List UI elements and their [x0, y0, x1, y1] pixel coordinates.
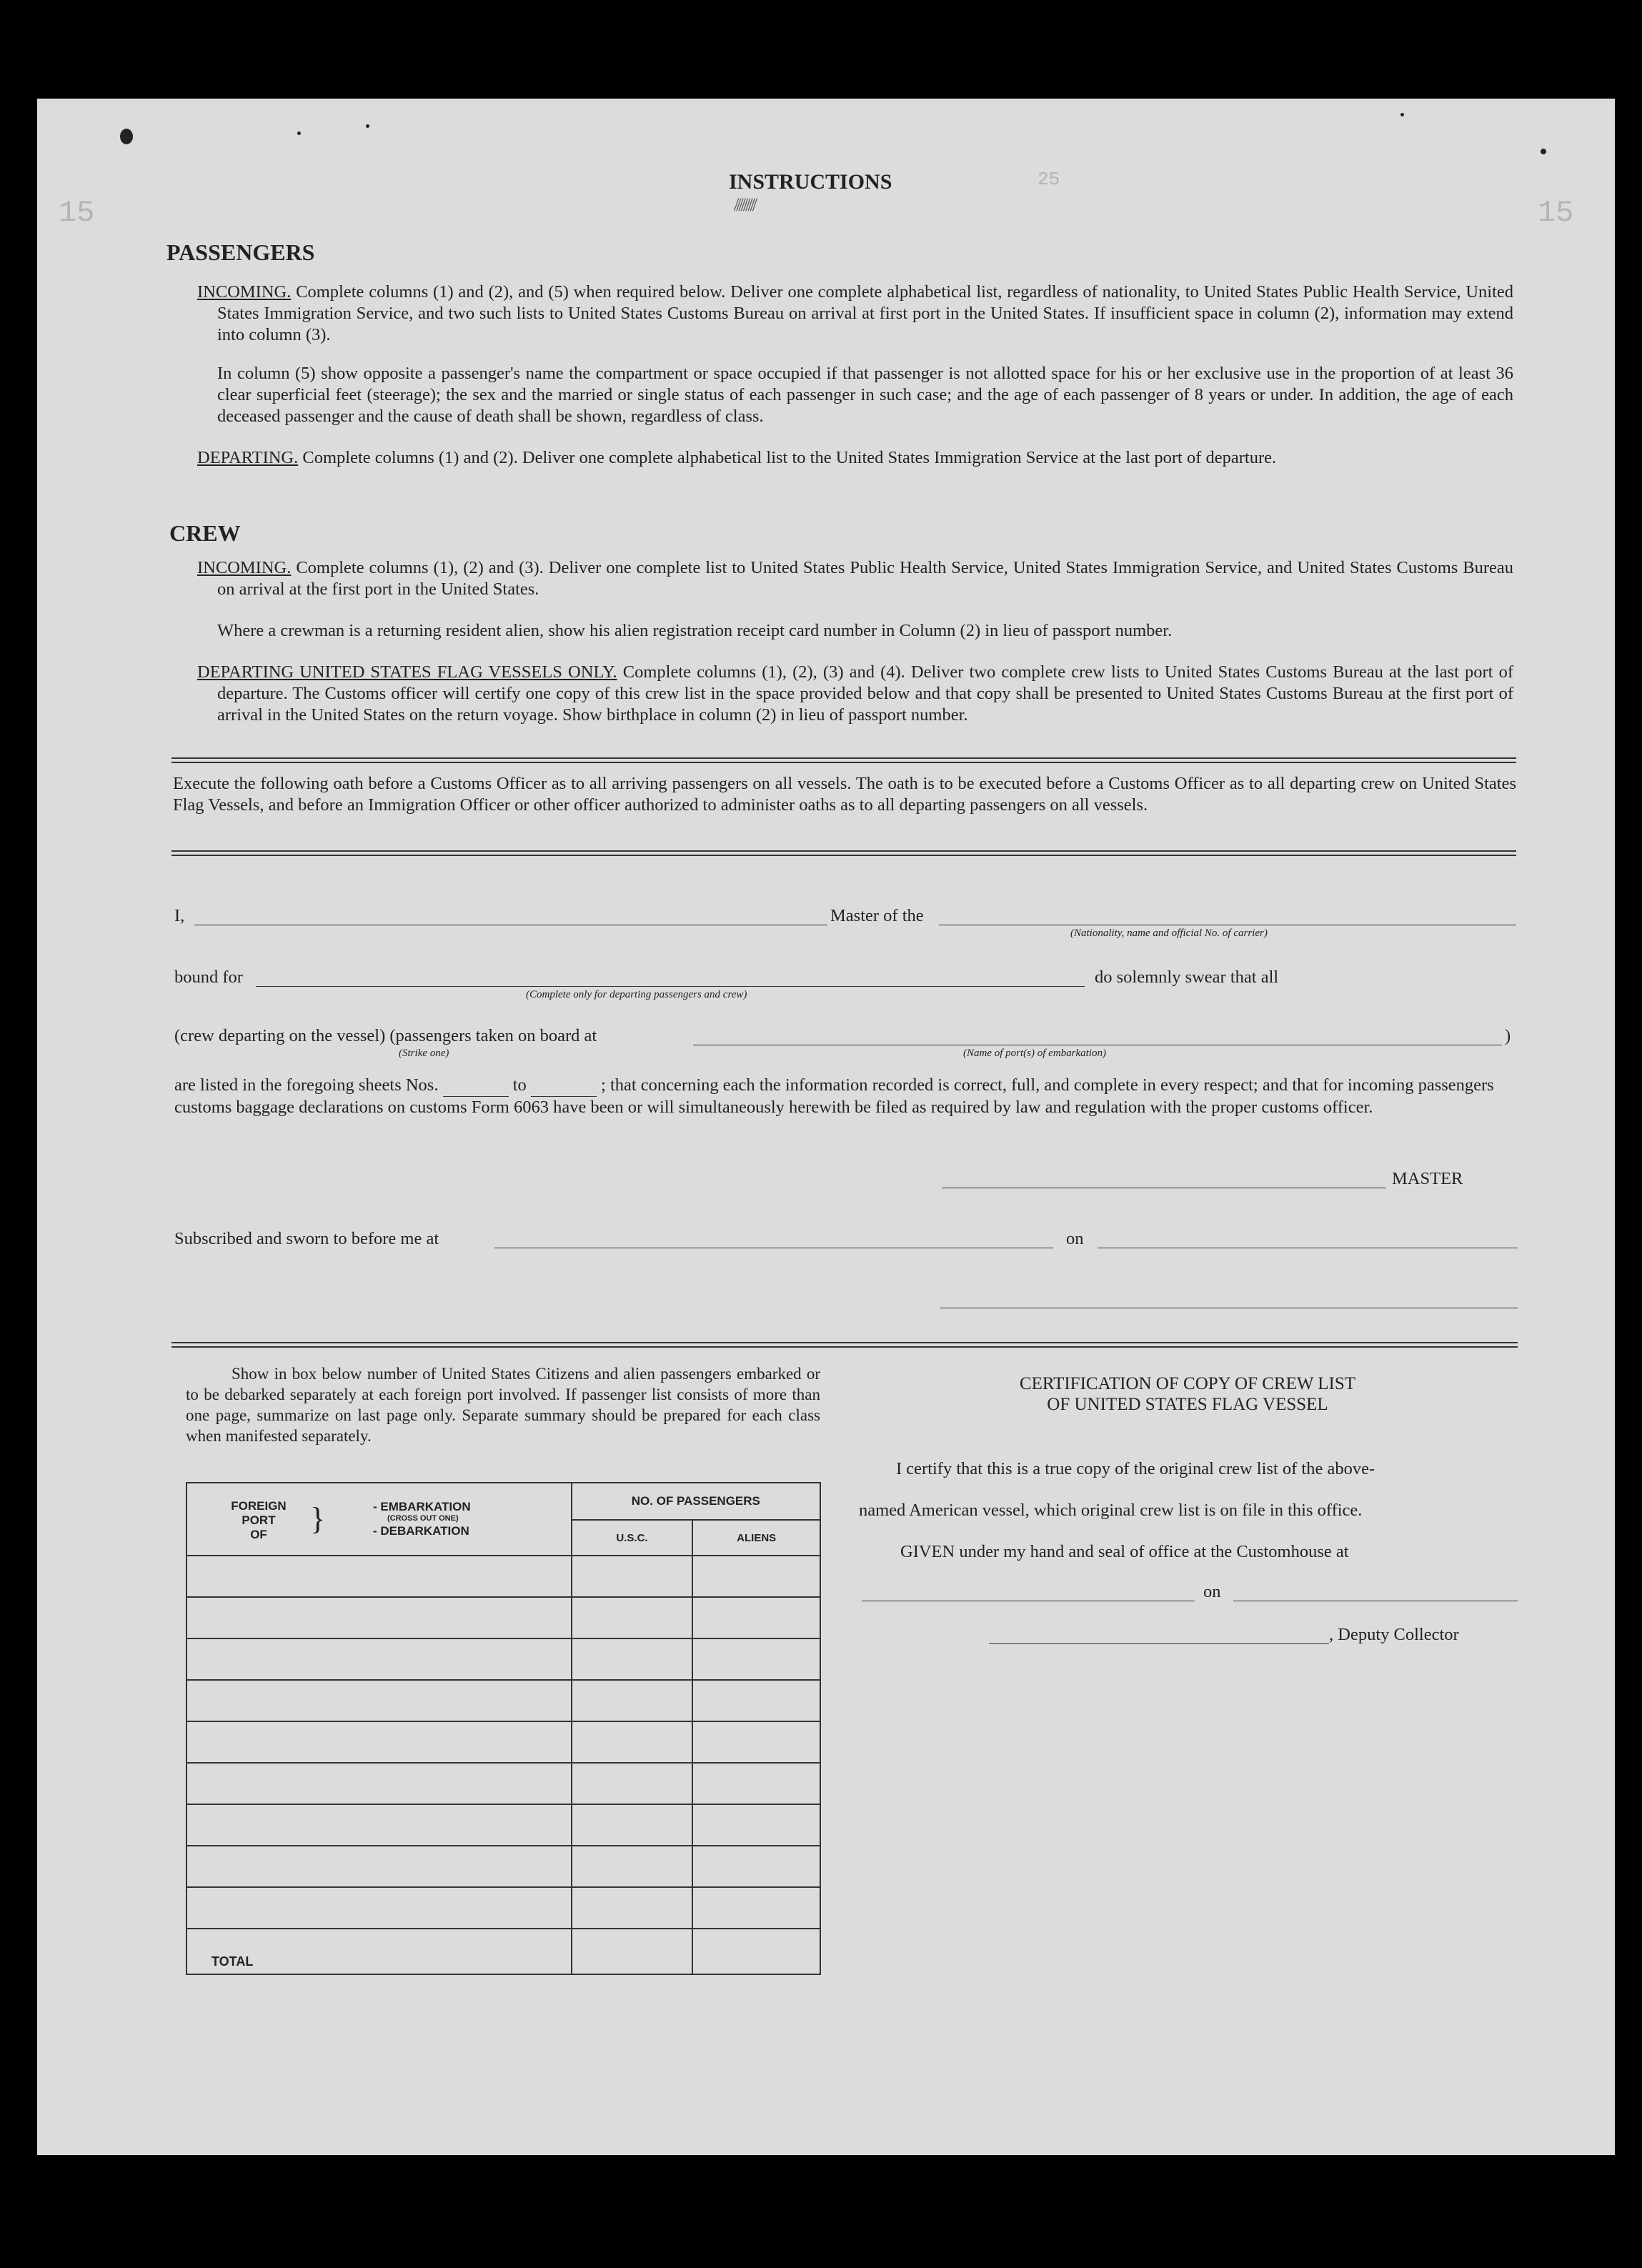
table-row: [186, 1846, 820, 1887]
sheet-from-field[interactable]: [443, 1075, 509, 1097]
ink-speck: [1541, 149, 1546, 154]
crew-incoming-text: Complete columns (1), (2) and (3). Deliver one complete list to United States Public Health Service, United States Immigration Service, and United States Customs Bureau on arrival at the first port in the United States.: [217, 558, 1514, 599]
table-row: [186, 1804, 820, 1846]
sworn-on-label: on: [1066, 1229, 1084, 1248]
listed-text-a: are listed in the foregoing sheets Nos.: [174, 1075, 439, 1095]
margin-page-number-right: 15: [1538, 196, 1574, 230]
port-cell[interactable]: [186, 1846, 572, 1887]
listed-paragraph: [174, 1075, 1518, 1118]
certification-title: [859, 1373, 1516, 1415]
subscribed-label: Subscribed and sworn to before me at: [174, 1229, 439, 1248]
ink-speck: [1400, 113, 1404, 116]
usc-cell[interactable]: [572, 1804, 693, 1846]
bound-caption: (Complete only for departing passengers and crew): [526, 989, 747, 1000]
certify-line-b: named American vessel, which original crew list is on file in this office.: [859, 1501, 1363, 1520]
usc-cell[interactable]: [572, 1680, 693, 1721]
certification-title-line2: OF UNITED STATES FLAG VESSEL: [1047, 1395, 1328, 1414]
aliens-cell[interactable]: [692, 1638, 820, 1680]
table-row: [186, 1887, 820, 1929]
master-label: MASTER: [1392, 1169, 1463, 1188]
crew-departing-label: DEPARTING UNITED STATES FLAG VESSELS ONLY.: [197, 662, 617, 682]
passengers-departing-label: DEPARTING.: [197, 448, 299, 467]
double-rule: [171, 757, 1516, 763]
listed-text-b: ; that concerning each the information recorded is correct, full, and complete in every respect; and that for incoming passengers customs baggage declarations on customs Form 6063 have been or will simultaneously herewith be filed as required by law and regulation with the proper customs officer.: [174, 1075, 1494, 1117]
aliens-cell[interactable]: [692, 1680, 820, 1721]
crew-resident-paragraph: Where a crewman is a returning resident alien, show his alien registration receipt card number in Column (2) in lieu of passport number.: [217, 621, 1173, 640]
aliens-cell[interactable]: [692, 1804, 820, 1846]
aliens-header: ALIENS: [692, 1520, 820, 1556]
certify-line-a: I certify that this is a true copy of the original crew list of the above-: [896, 1459, 1375, 1478]
aliens-cell[interactable]: [692, 1721, 820, 1763]
foreign-label: FOREIGN: [231, 1499, 287, 1513]
port-cell[interactable]: [186, 1556, 572, 1597]
table-row: [186, 1638, 820, 1680]
crew-departing-text: Complete columns (1), (2), (3) and (4). Deliver two complete crew lists to United States Customs Bureau at the last port of departure. The Customs officer will certify one copy of this crew list in the space provided below and that copy shall be presented to United States Customs Bureau at the first port of arrival in the United States on the return voyage. Show birthplace in column (2) in lieu of passport number.: [217, 662, 1513, 725]
cross-out-label: (CROSS OUT ONE): [387, 1514, 459, 1523]
aliens-total-cell[interactable]: [692, 1929, 820, 1974]
table-row: [186, 1721, 820, 1763]
passengers-incoming-text: Complete columns (1) and (2), and (5) when required below. Deliver one complete alphabetical list, regardless of nationality, to United States Public Health Service, United States Immigration Service, and two such lists to United States Customs Bureau on arrival at first port in the United States. If insufficient space in column (2), information may extend into column (3).: [217, 282, 1514, 344]
sheet-to-field[interactable]: [531, 1075, 597, 1097]
aliens-cell[interactable]: [692, 1597, 820, 1638]
usc-total-cell[interactable]: [572, 1929, 693, 1974]
port-cell[interactable]: [186, 1721, 572, 1763]
crew-departing-label: (crew departing on the vessel) (passengers taken on board at: [174, 1026, 597, 1045]
table-row: [186, 1763, 820, 1804]
usc-cell[interactable]: [572, 1846, 693, 1887]
passenger-summary-table: [186, 1482, 821, 1975]
ink-blot: [120, 129, 133, 144]
usc-cell[interactable]: [572, 1887, 693, 1929]
crew-incoming-label: INCOMING.: [197, 558, 292, 577]
oath-instruction: Execute the following oath before a Customs Officer as to all arriving passengers on all vessels. The oath is to be executed before a Customs Officer as to all departing crew on United States Flag Vessels, and before an Immigration Officer or other officer authorized to administer oaths as to all departing passengers on all vessels.: [173, 774, 1516, 815]
passengers-departing-paragraph: [197, 447, 1513, 469]
bound-for-field[interactable]: [256, 986, 1085, 987]
page-title: INSTRUCTIONS: [729, 170, 892, 194]
port-label: PORT: [242, 1513, 276, 1527]
aliens-cell[interactable]: [692, 1887, 820, 1929]
aliens-cell[interactable]: [692, 1556, 820, 1597]
no-of-passengers-header: NO. OF PASSENGERS: [572, 1483, 820, 1520]
port-caption: (Name of port(s) of embarkation): [963, 1048, 1106, 1059]
total-row: [186, 1929, 820, 1974]
double-rule: [171, 1342, 1518, 1348]
passengers-incoming-paragraph: [197, 282, 1513, 346]
listed-to: to: [512, 1075, 527, 1095]
debarkation-label: - DEBARKATION: [373, 1524, 469, 1538]
port-cell[interactable]: [186, 1804, 572, 1846]
port-cell[interactable]: [186, 1680, 572, 1721]
port-cell[interactable]: [186, 1597, 572, 1638]
aliens-cell[interactable]: [692, 1846, 820, 1887]
given-line: GIVEN under my hand and seal of office at the Customhouse at: [900, 1542, 1349, 1561]
of-label: OF: [250, 1528, 267, 1541]
total-label: TOTAL: [186, 1929, 572, 1974]
certification-title-line1: CERTIFICATION OF COPY OF CREW LIST: [1019, 1374, 1356, 1393]
port-cell[interactable]: [186, 1887, 572, 1929]
usc-cell[interactable]: [572, 1721, 693, 1763]
master-of-the-label: Master of the: [830, 906, 924, 925]
close-paren: ): [1505, 1026, 1511, 1045]
usc-cell[interactable]: [572, 1556, 693, 1597]
given-on-label: on: [1203, 1582, 1221, 1601]
passengers-column5-paragraph: In column (5) show opposite a passenger's name the compartment or space occupied if that passenger is not allotted space for his or her exclusive use in the proportion of at least 36 clear superficial feet (steerage); the sex and the married or single status of each passenger in such case; and the age of each passenger of 8 years or under. In addition, the age of each deceased passenger and the cause of death shall be shown, regardless of class.: [217, 364, 1513, 426]
ink-speck: [366, 124, 369, 128]
port-cell[interactable]: [186, 1638, 572, 1680]
table-row: [186, 1556, 820, 1597]
usc-cell[interactable]: [572, 1638, 693, 1680]
faint-page-number: 25: [1038, 169, 1060, 190]
passengers-departing-text: Complete columns (1) and (2). Deliver one complete alphabetical list to the United States Immigration Service at the last port of departure.: [302, 448, 1277, 467]
carrier-caption: (Nationality, name and official No. of carrier): [1070, 927, 1268, 939]
oath-i-label: I,: [174, 906, 185, 925]
handwritten-ticks: /////////: [734, 194, 755, 215]
usc-header: U.S.C.: [572, 1520, 693, 1556]
solemnly-label: do solemnly swear that all: [1095, 968, 1279, 987]
deputy-signature-field[interactable]: [989, 1643, 1329, 1644]
usc-cell[interactable]: [572, 1763, 693, 1804]
table-row: [186, 1680, 820, 1721]
crew-departing-paragraph: [197, 662, 1513, 726]
crew-incoming-paragraph: [197, 557, 1513, 600]
passengers-heading: PASSENGERS: [166, 239, 315, 265]
margin-page-number: 15: [59, 196, 95, 230]
port-cell[interactable]: [186, 1763, 572, 1804]
crew-heading: CREW: [169, 520, 241, 546]
port-header-cell: FOREIGN PORT OF } - EMBARKATION (CROSS OUT ONE) - DEBARKATION: [186, 1483, 572, 1556]
deputy-collector-label: , Deputy Collector: [1329, 1625, 1459, 1644]
double-rule: [171, 850, 1516, 856]
passengers-incoming-label: INCOMING.: [197, 282, 292, 302]
usc-cell[interactable]: [572, 1597, 693, 1638]
table-row: [186, 1597, 820, 1638]
strike-caption: (Strike one): [399, 1048, 449, 1059]
aliens-cell[interactable]: [692, 1763, 820, 1804]
ink-speck: [297, 131, 301, 135]
bound-for-label: bound for: [174, 968, 243, 987]
summary-instruction: Show in box below number of United States Citizens and alien passengers embarked or to be debarked separately at each foreign port involved. If passenger list consists of more than one page, summarize on last page only. Separate summary should be prepared for each class when manifested separately.: [186, 1365, 820, 1445]
document-page: [37, 99, 1615, 2155]
embarkation-label: - EMBARKATION: [373, 1500, 471, 1513]
